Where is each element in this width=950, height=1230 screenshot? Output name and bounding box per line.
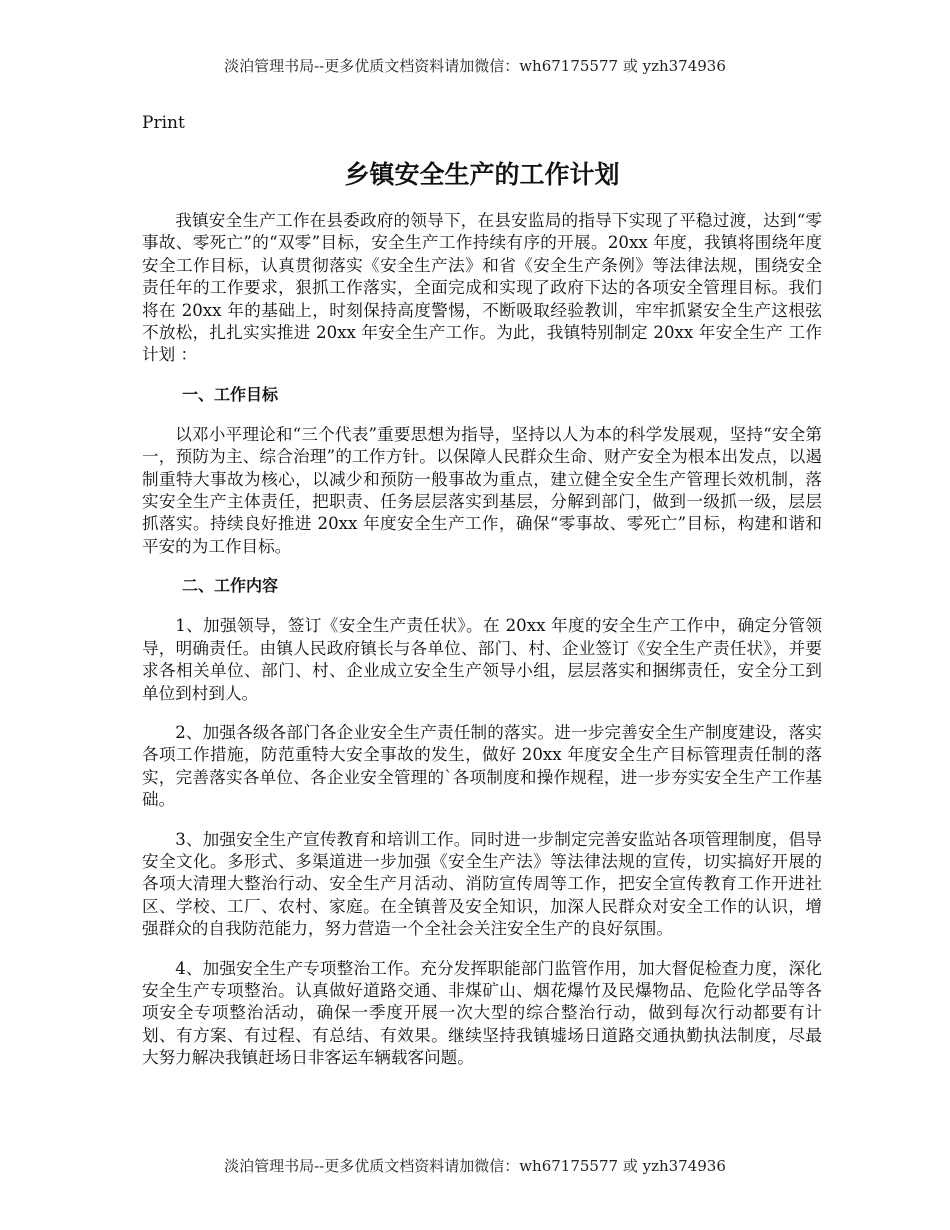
content-item-3: 3、加强安全生产宣传教育和培训工作。同时进一步制定完善安监站各项管理制度，倡导安全文化。多形式、多渠道进一步加强《安全生产法》等法律法规的宣传，切实搞好开展的各项大清理大整治行动、安全生产月活动、消防宣传周等工作，把安全宣传教育工作开进社区、学校、工厂、农村、家庭。在全镇普及安全知识，加深人民群众对安全工作的认识，增强群众的自我防范能力，努力营造一个全社会关注安全生产的良好氛围。 (142, 829, 822, 939)
section-heading-goals: 一、工作目标 (182, 384, 279, 404)
print-label: Print (142, 113, 185, 133)
page-footer-watermark: 淡泊管理书局--更多优质文档资料请加微信：wh67175577 或 yzh374936 (224, 1157, 726, 1175)
page-header-watermark: 淡泊管理书局--更多优质文档资料请加微信：wh67175577 或 yzh374936 (224, 57, 726, 75)
goals-paragraph: 以邓小平理论和“三个代表”重要思想为指导，坚持以人为本的科学发展观，坚持“安全第一，预防为主、综合治理”的工作方针。以保障人民群众生命、财产安全为根本出发点，以遏制重特大事故为核心，以减少和预防一般事故为重点，建立健全安全生产管理长效机制，落实安全生产主体责任，把职责、任务层层落实到基层，分解到部门，做到一级抓一级，层层抓落实。持续良好推进 20xx 年度安全生产工作，确保“零事故、零死亡”目标，构建和谐和平安的为工作目标。 (142, 424, 822, 556)
content-item-2: 2、加强各级各部门各企业安全生产责任制的落实。进一步完善安全生产制度建设，落实各项工作措施，防范重特大安全事故的发生，做好 20xx 年度安全生产目标管理责任制的落实，完善落实各单位、各企业安全管理的`各项制度和操作规程，进一步夯实安全生产工作基础。 (142, 722, 822, 810)
section-heading-content: 二、工作内容 (182, 576, 279, 596)
document-body (142, 112, 822, 1087)
document-title: 乡镇安全生产的工作计划 (344, 160, 620, 189)
content-item-1: 1、加强领导，签订《安全生产责任状》。在 20xx 年度的安全生产工作中，确定分管领导，明确责任。由镇人民政府镇长与各单位、部门、村、企业签订《安全生产责任状》，并要求各相关单位、部门、村、企业成立安全生产领导小组，层层落实和捆绑责任，安全分工到单位到村到人。 (142, 616, 822, 703)
intro-paragraph: 我镇安全生产工作在县委政府的领导下，在县安监局的指导下实现了平稳过渡，达到“零事故、零死亡”的“双零”目标，安全生产工作持续有序的开展。20xx 年度，我镇将围绕年度安全工作目标，认真贯彻落实《安全生产法》和省《安全生产条例》等法律法规，围绕安全责任年的工作要求，狠抓工作落实，全面完成和实现了政府下达的各项安全管理目标。我们将在 20xx 年的基础上，时刻保持高度警惕，不断吸取经验教训，牢牢抓紧安全生产这根弦不放松，扎扎实实推进 20xx 年安全生产工作。为此，我镇特别制定 20xx 年安全生产 工作计划 ： (142, 211, 822, 365)
content-item-4: 4、加强安全生产专项整治工作。充分发挥职能部门监管作用，加大督促检查力度，深化安全生产专项整治。认真做好道路交通、非煤矿山、烟花爆竹及民爆物品、危险化学品等各项安全专项整治活动，确保一季度开展一次大型的综合整治行动，做到每次行动都要有计划、有方案、有过程、有总结、有效果。继续坚持我镇墟场日道路交通执勤执法制度，尽最大努力解决我镇赶场日非客运车辆载客问题。 (142, 958, 822, 1068)
